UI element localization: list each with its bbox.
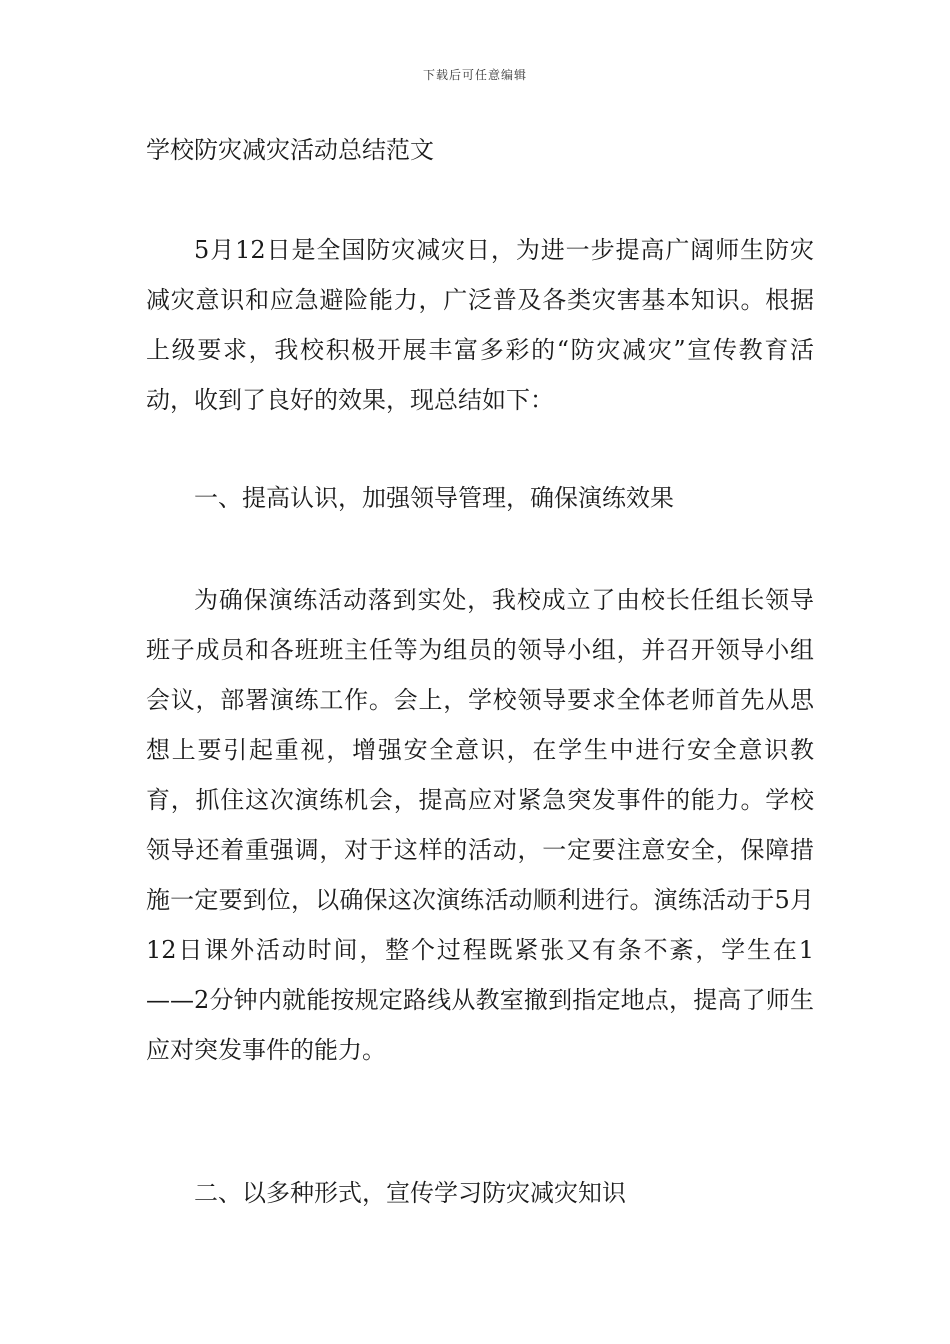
header-note: 下载后可任意编辑 bbox=[422, 68, 527, 82]
intro-paragraph: 5月12日是全国防灾减灾日，为进一步提高广阔师生防灾减灾意识和应急避险能力，广泛普及各类灾害基本知识。根据上级要求，我校积极开展丰富多彩的“防灾减灾”宣传教育活动，收到了良好的效果，现总结如下： bbox=[146, 236, 814, 414]
document-title: 学校防灾减灾活动总结范文 bbox=[146, 136, 434, 164]
section-1-paragraph: 为确保演练活动落到实处，我校成立了由校长任组长领导班子成员和各班班主任等为组员的领导小组，并召开领导小组会议，部署演练工作。会上，学校领导要求全体老师首先从思想上要引起重视，增强安全意识，在学生中进行安全意识教育，抓住这次演练机会，提高应对紧急突发事件的能力。学校领导还着重强调，对于这样的活动，一定要注意安全，保障措施一定要到位，以确保这次演练活动顺利进行。演练活动于5月12日课外活动时间，整个过程既紧张又有条不紊，学生在1——2分钟内就能按规定路线从教室撤到指定地点，提高了师生应对突发事件的能力。 bbox=[146, 586, 814, 1064]
section-heading-1: 一、提高认识，加强领导管理，确保演练效果 bbox=[194, 484, 674, 512]
section-heading-2: 二、以多种形式，宣传学习防灾减灾知识 bbox=[194, 1179, 626, 1207]
